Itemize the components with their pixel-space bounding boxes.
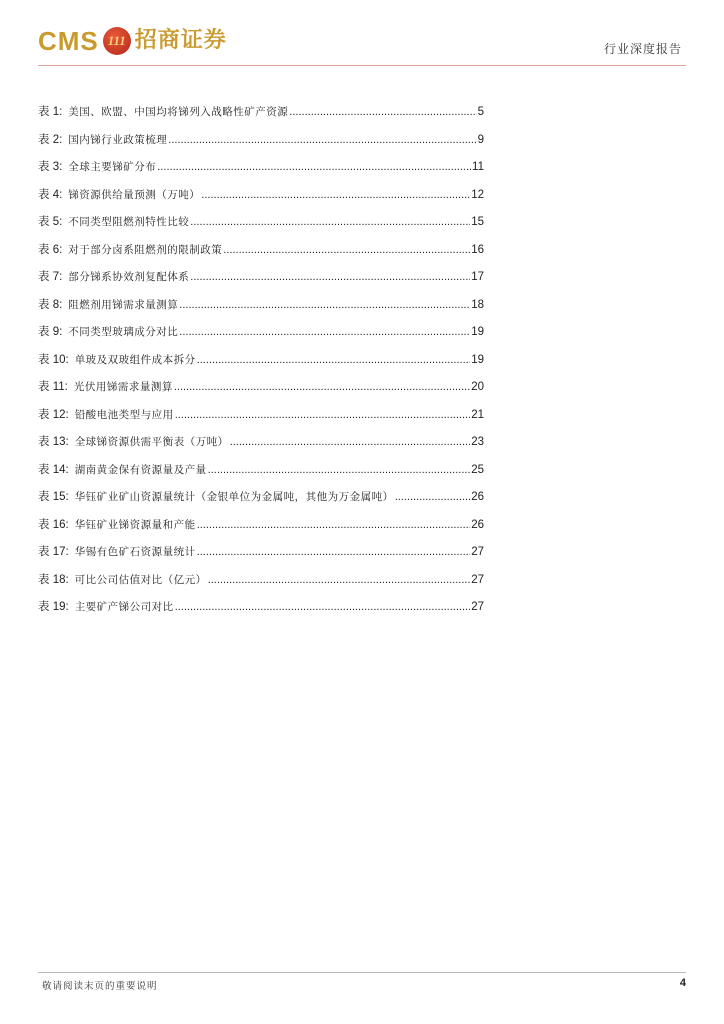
toc-entry[interactable] [38, 543, 484, 571]
toc-entry-title: 不同类型玻璃成分对比 [68, 326, 179, 338]
toc-dot-leader [190, 216, 470, 228]
toc-entry-page: 25 [471, 463, 484, 476]
header-divider [38, 65, 686, 66]
toc-entry-number: 表 2: [38, 133, 63, 146]
toc-entry-page: 20 [471, 381, 484, 393]
toc-entry-page: 26 [471, 491, 484, 503]
toc-entry-page: 23 [471, 436, 484, 448]
toc-entry[interactable] [38, 241, 484, 269]
toc-entry-title: 可比公司估值对比（亿元） [74, 573, 207, 586]
toc-entry-title: 对于部分卤系阻燃剂的限制政策 [68, 243, 223, 256]
toc-dot-leader [223, 244, 470, 256]
logo-company-name: 招商证券 [134, 28, 227, 53]
toc-entry[interactable] [38, 186, 484, 214]
toc-entry-number: 表 12: [38, 408, 69, 421]
toc-entry-title: 铅酸电池类型与应用 [74, 408, 174, 421]
toc-entry-number: 表 10: [38, 353, 69, 366]
toc-entry-page: 19 [471, 326, 484, 338]
toc-entry[interactable] [38, 598, 484, 626]
toc-entry-title: 全球主要锑矿分布 [68, 161, 157, 173]
toc-entry-page: 12 [471, 188, 484, 201]
toc-entry-number: 表 3: [38, 161, 63, 173]
toc-entry-title: 华钰矿业锑资源量和产能 [74, 518, 196, 531]
toc-entry[interactable] [38, 268, 484, 296]
footer-divider [38, 972, 686, 973]
page-number: 4 [679, 977, 686, 989]
toc-entry-page: 17 [471, 271, 484, 283]
toc-dot-leader [208, 464, 471, 476]
table-of-tables [38, 103, 484, 626]
toc-dot-leader [197, 519, 471, 531]
toc-entry-title: 部分锑系协效剂复配体系 [68, 271, 190, 283]
toc-entry[interactable] [38, 323, 484, 351]
toc-entry-number: 表 19: [38, 601, 69, 613]
toc-entry-number: 表 8: [38, 298, 63, 311]
toc-entry-number: 表 16: [38, 518, 69, 531]
logo-emblem-icon: 111 [103, 27, 131, 55]
toc-dot-leader [157, 161, 471, 173]
toc-entry-title: 锑资源供给量预测（万吨） [68, 188, 201, 201]
toc-dot-leader [190, 271, 470, 283]
toc-entry-number: 表 15: [38, 491, 69, 503]
toc-entry-title: 全球锑资源供需平衡表（万吨） [74, 436, 229, 448]
toc-entry-title: 湖南黄金保有资源量及产量 [74, 463, 207, 476]
toc-entry-page: 27 [471, 546, 484, 558]
toc-entry-title: 不同类型阻燃剂特性比较 [68, 216, 190, 228]
toc-dot-leader [230, 436, 471, 448]
toc-entry[interactable] [38, 213, 484, 241]
toc-entry-number: 表 9: [38, 326, 63, 338]
toc-entry-number: 表 18: [38, 573, 69, 586]
toc-entry-title: 华钰矿业矿山资源量统计（金银单位为金属吨，其他为万金属吨） [74, 491, 394, 503]
toc-entry-title: 美国、欧盟、中国均将锑列入战略性矿产资源 [68, 106, 289, 118]
toc-entry-page: 21 [471, 408, 484, 421]
toc-entry-page: 18 [471, 298, 484, 311]
logo-cms-text: CMS [38, 26, 99, 56]
toc-entry-page: 15 [471, 216, 484, 228]
toc-entry[interactable] [38, 571, 484, 599]
toc-entry-page: 11 [472, 161, 484, 173]
toc-entry[interactable] [38, 516, 484, 544]
toc-entry-title: 单玻及双玻组件成本拆分 [74, 353, 196, 366]
toc-dot-leader [175, 601, 471, 613]
toc-entry-title: 主要矿产锑公司对比 [74, 601, 174, 613]
toc-entry-page: 26 [471, 518, 484, 531]
toc-entry[interactable] [38, 103, 484, 131]
toc-dot-leader [179, 299, 470, 311]
toc-entry-number: 表 14: [38, 463, 69, 476]
toc-entry-title: 阻燃剂用锑需求量测算 [68, 298, 179, 311]
toc-entry-number: 表 6: [38, 243, 63, 256]
toc-dot-leader [179, 326, 470, 338]
toc-dot-leader [175, 409, 471, 421]
toc-entry-number: 表 7: [38, 271, 63, 283]
toc-entry-page: 27 [471, 601, 484, 613]
toc-entry[interactable] [38, 406, 484, 434]
toc-entry-number: 表 13: [38, 436, 69, 448]
report-type-label: 行业深度报告 [603, 42, 682, 56]
toc-entry-page: 16 [471, 243, 484, 256]
toc-dot-leader [168, 134, 476, 146]
toc-dot-leader [289, 106, 476, 118]
toc-dot-leader [395, 491, 471, 503]
toc-entry-page: 27 [471, 573, 484, 586]
toc-entry-page: 19 [471, 353, 484, 366]
toc-entry[interactable] [38, 488, 484, 516]
toc-entry-page: 5 [477, 106, 484, 118]
toc-entry[interactable] [38, 131, 484, 159]
toc-entry-number: 表 1: [38, 106, 63, 118]
toc-entry[interactable] [38, 461, 484, 489]
toc-entry[interactable] [38, 433, 484, 461]
toc-entry-number: 表 4: [38, 188, 63, 201]
footer-disclaimer: 敬请阅读末页的重要说明 [42, 981, 158, 992]
toc-entry[interactable] [38, 378, 484, 406]
toc-entry-title: 光伏用锑需求量测算 [73, 381, 173, 393]
toc-entry[interactable] [38, 296, 484, 324]
toc-entry-number: 表 5: [38, 216, 63, 228]
toc-entry-number: 表 17: [38, 546, 69, 558]
toc-entry-title: 华锡有色矿石资源量统计 [74, 546, 196, 558]
toc-dot-leader [197, 546, 471, 558]
cms-logo [38, 24, 227, 58]
toc-dot-leader [174, 381, 470, 393]
toc-entry[interactable] [38, 351, 484, 379]
toc-entry[interactable] [38, 158, 484, 186]
toc-entry-number: 表 11: [38, 381, 68, 393]
toc-dot-leader [208, 574, 471, 586]
page-header [0, 0, 724, 70]
toc-entry-title: 国内锑行业政策梳理 [68, 133, 168, 146]
toc-entry-page: 9 [477, 133, 484, 146]
toc-dot-leader [201, 189, 470, 201]
toc-dot-leader [197, 354, 471, 366]
